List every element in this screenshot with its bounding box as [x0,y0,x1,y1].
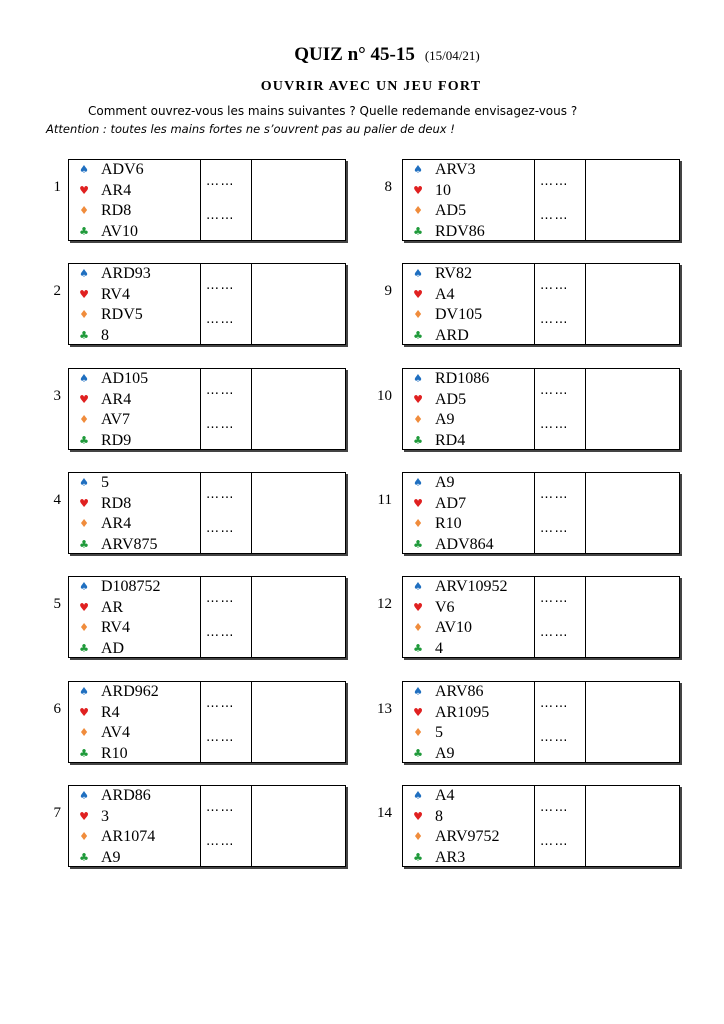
suit-row [408,305,482,325]
answer-cell[interactable] [252,473,345,553]
heart-icon: ♥ [79,392,89,406]
hand-number: 6 [53,701,61,717]
spade-icon: ♠ [79,163,89,176]
suit-cards: 3 [101,807,109,825]
hand-number: 10 [377,388,392,404]
hand-box [402,785,680,867]
hand-box [402,472,680,554]
spade-icon: ♠ [413,685,423,698]
suit-row [74,431,131,451]
diamond-icon: ♦ [413,308,423,321]
suit-row [74,181,131,201]
suit-cards: AD5 [435,202,467,219]
club-icon: ♣ [413,850,423,864]
hand-number: 11 [377,492,392,508]
suit-cards: RD1086 [435,370,490,387]
diamond-icon: ♦ [79,830,89,843]
rebid-answer-blank[interactable]: …… [206,417,235,432]
suit-cards: A9 [435,411,455,428]
suit-row [408,723,443,743]
suit-cards: RDV86 [435,222,485,240]
spade-icon: ♠ [79,267,89,280]
suit-row [408,160,476,180]
answer-cell[interactable] [586,369,679,449]
suit-cards: R4 [101,703,120,721]
suit-cards: 8 [101,326,109,344]
spade-icon: ♠ [79,476,89,489]
heart-icon: ♥ [79,287,89,301]
hand-box [402,368,680,450]
heart-icon: ♥ [413,287,423,301]
club-icon: ♣ [79,746,89,760]
heart-icon: ♥ [413,809,423,823]
heart-icon: ♥ [413,392,423,406]
suit-row [74,410,130,430]
suit-row [408,473,455,493]
hand-number: 8 [384,179,392,195]
suit-cards: RD8 [101,202,132,219]
diamond-icon: ♦ [413,621,423,634]
rebid-answer-blank[interactable]: …… [540,521,569,536]
column-divider [200,369,201,449]
heart-icon: ♥ [79,496,89,510]
answer-cell[interactable] [586,473,679,553]
hand-box [68,159,346,241]
club-icon: ♣ [79,224,89,238]
answer-cell[interactable] [252,682,345,762]
suit-row [408,369,489,389]
spade-icon: ♠ [413,267,423,280]
suit-row [74,639,124,659]
spade-icon: ♠ [79,789,89,802]
suit-row [74,264,151,284]
suit-cards: ARV9752 [435,828,500,845]
suit-cards: A9 [435,474,455,491]
spade-icon: ♠ [413,163,423,176]
opening-answer-blank[interactable]: …… [540,383,569,398]
opening-answer-blank[interactable]: …… [540,800,569,815]
suit-row [408,682,484,702]
diamond-icon: ♦ [79,621,89,634]
hand-box [68,576,346,658]
suit-row [408,201,466,221]
suit-row [74,682,159,702]
answer-cell[interactable] [252,786,345,866]
suit-cards: AV7 [101,411,131,428]
rebid-answer-blank[interactable]: …… [206,312,235,327]
suit-cards: 4 [435,639,443,657]
suit-row [408,222,485,242]
answer-cell[interactable] [252,577,345,657]
opening-answer-blank[interactable]: …… [540,696,569,711]
diamond-icon: ♦ [79,517,89,530]
suit-row [74,598,123,618]
suit-cards: 10 [435,181,451,199]
hand-box [68,368,346,450]
suit-cards: AD [101,639,125,657]
opening-answer-blank[interactable]: …… [540,487,569,502]
heart-icon: ♥ [413,600,423,614]
suit-row [408,703,489,723]
suit-cards: V6 [435,598,455,616]
heart-icon: ♥ [413,183,423,197]
hand-box [68,472,346,554]
hand-number: 5 [53,596,61,612]
suit-row [74,369,148,389]
suit-cards: ADV864 [435,535,494,553]
column-divider [534,786,535,866]
suit-row [74,827,155,847]
rebid-answer-blank[interactable]: …… [540,834,569,849]
suit-row [74,703,120,723]
suit-cards: ARD962 [101,683,159,700]
diamond-icon: ♦ [413,830,423,843]
suit-row [408,431,465,451]
suit-cards: ARV875 [101,535,158,553]
quiz-title-line [0,44,724,66]
column-divider [200,473,201,553]
suit-cards: RD9 [101,431,132,449]
suit-row [74,201,131,221]
suit-row [408,848,465,868]
diamond-icon: ♦ [413,413,423,426]
opening-answer-blank[interactable]: …… [206,383,235,398]
suit-row [74,577,161,597]
heart-icon: ♥ [79,600,89,614]
column-divider [200,682,201,762]
answer-cell[interactable] [586,160,679,240]
suit-row [74,618,130,638]
hand-number: 1 [53,179,61,195]
club-icon: ♣ [413,328,423,342]
suit-cards: ADV6 [101,161,144,178]
suit-row [408,326,469,346]
column-divider [200,264,201,344]
suit-row [408,514,462,534]
club-icon: ♣ [79,850,89,864]
spade-icon: ♠ [79,372,89,385]
club-icon: ♣ [413,433,423,447]
suit-row [74,744,128,764]
diamond-icon: ♦ [413,726,423,739]
hand-number: 4 [53,492,61,508]
suit-row [74,786,151,806]
suit-row [74,305,143,325]
suit-cards: ARD86 [101,787,151,804]
opening-answer-blank[interactable]: …… [540,174,569,189]
hand-box [68,785,346,867]
column-divider [200,786,201,866]
column-divider [534,369,535,449]
suit-cards: AR4 [101,181,132,199]
diamond-icon: ♦ [413,204,423,217]
suit-row [408,827,500,847]
suit-cards: ARD [435,326,469,344]
rebid-answer-blank[interactable]: …… [206,521,235,536]
suit-row [408,535,494,555]
hand-box [68,681,346,763]
suit-cards: A4 [435,285,455,303]
rebid-answer-blank[interactable]: …… [540,208,569,223]
suit-row [408,744,455,764]
suit-row [408,285,455,305]
suit-cards: ARV10952 [435,578,508,595]
suit-cards: A9 [101,848,121,866]
diamond-icon: ♦ [79,204,89,217]
suit-cards: DV105 [435,306,483,323]
opening-answer-blank[interactable]: …… [540,278,569,293]
rebid-answer-blank[interactable]: …… [540,312,569,327]
suit-cards: ARV3 [435,161,476,178]
spade-icon: ♠ [413,580,423,593]
quiz-subtitle-text: OUVRIR AVEC UN JEU FORT [260,79,482,94]
suit-row [408,494,466,514]
suit-cards: RV4 [101,619,130,636]
answer-cell[interactable] [586,577,679,657]
hand-number: 2 [53,283,61,299]
column-divider [200,577,201,657]
hand-box [68,263,346,345]
suit-row [74,285,130,305]
suit-row [408,577,508,597]
suit-row [408,639,443,659]
opening-answer-blank[interactable]: …… [206,696,235,711]
hand-number: 14 [377,805,392,821]
hand-box [402,263,680,345]
rebid-answer-blank[interactable]: …… [540,625,569,640]
suit-row [74,807,109,827]
suit-cards: ARD93 [101,265,151,282]
column-divider [534,577,535,657]
suit-row [74,494,131,514]
column-divider [534,160,535,240]
quiz-subtitle [0,79,724,95]
suit-row [408,181,451,201]
diamond-icon: ♦ [413,517,423,530]
column-divider [534,682,535,762]
suit-cards: RV82 [435,265,472,282]
suit-cards: AR1074 [101,828,156,845]
spade-icon: ♠ [413,476,423,489]
suit-cards: A4 [435,787,455,804]
suit-cards: R10 [435,515,462,532]
suit-cards: AR3 [435,848,466,866]
suit-cards: RD8 [101,494,132,512]
suit-cards: AD105 [101,370,149,387]
suit-cards: AR4 [101,390,132,408]
attention-note: Attention : toutes les mains fortes ne s’ouvrent pas au palier de deux ! [46,122,455,136]
spade-icon: ♠ [79,580,89,593]
opening-answer-blank[interactable]: …… [206,487,235,502]
hand-box [402,681,680,763]
diamond-icon: ♦ [79,726,89,739]
suit-cards: ARV86 [435,683,484,700]
rebid-answer-blank[interactable]: …… [206,625,235,640]
suit-cards: 8 [435,807,443,825]
suit-row [74,390,131,410]
suit-cards: AD7 [435,494,467,512]
spade-icon: ♠ [413,789,423,802]
suit-cards: A9 [435,744,455,762]
club-icon: ♣ [79,328,89,342]
suit-row [408,807,443,827]
hand-number: 13 [377,701,392,717]
hand-number: 12 [377,596,392,612]
club-icon: ♣ [413,641,423,655]
heart-icon: ♥ [413,496,423,510]
diamond-icon: ♦ [79,413,89,426]
hand-box [402,576,680,658]
suit-row [74,848,121,868]
suit-cards: AD5 [435,390,467,408]
suit-cards: RDV5 [101,306,143,323]
hand-number: 9 [384,283,392,299]
answer-cell[interactable] [252,264,345,344]
spade-icon: ♠ [413,372,423,385]
suit-row [408,264,472,284]
rebid-answer-blank[interactable]: …… [206,834,235,849]
suit-cards: AR [101,598,124,616]
column-divider [534,473,535,553]
opening-answer-blank[interactable]: …… [206,174,235,189]
suit-cards: D108752 [101,578,161,595]
suit-row [74,514,131,534]
suit-row [74,222,138,242]
suit-cards: AR1095 [435,703,490,721]
suit-row [74,160,144,180]
heart-icon: ♥ [79,183,89,197]
suit-row [408,598,455,618]
suit-cards: AV10 [101,222,139,240]
suit-cards: AV10 [435,619,473,636]
opening-answer-blank[interactable]: …… [206,591,235,606]
quiz-date: (15/04/21) [424,48,480,63]
club-icon: ♣ [413,537,423,551]
suit-row [408,410,455,430]
suit-cards: 5 [435,724,443,741]
suit-row [74,723,130,743]
club-icon: ♣ [79,537,89,551]
suit-row [74,535,158,555]
suit-row [74,326,109,346]
answer-cell[interactable] [586,682,679,762]
hand-number: 7 [53,805,61,821]
column-divider [534,264,535,344]
answer-cell[interactable] [586,264,679,344]
suit-row [408,390,466,410]
instructions: Comment ouvrez-vous les mains suivantes ? Quelle redemande envisagez-vous ? [88,104,578,118]
column-divider [200,160,201,240]
suit-row [408,618,472,638]
opening-answer-blank[interactable]: …… [206,800,235,815]
rebid-answer-blank[interactable]: …… [540,417,569,432]
diamond-icon: ♦ [79,308,89,321]
heart-icon: ♥ [79,809,89,823]
answer-cell[interactable] [586,786,679,866]
club-icon: ♣ [79,433,89,447]
quiz-title: QUIZ n° 45-15 [294,44,415,65]
opening-answer-blank[interactable]: …… [540,591,569,606]
rebid-answer-blank[interactable]: …… [540,730,569,745]
rebid-answer-blank[interactable]: …… [206,730,235,745]
club-icon: ♣ [79,641,89,655]
suit-cards: RD4 [435,431,466,449]
club-icon: ♣ [413,746,423,760]
hand-number: 3 [53,388,61,404]
spade-icon: ♠ [79,685,89,698]
suit-cards: 5 [101,474,109,491]
suit-cards: AR4 [101,515,132,532]
club-icon: ♣ [413,224,423,238]
answer-cell[interactable] [252,160,345,240]
heart-icon: ♥ [413,705,423,719]
suit-row [74,473,109,493]
suit-cards: R10 [101,744,128,762]
suit-cards: AV4 [101,724,131,741]
hand-box [402,159,680,241]
heart-icon: ♥ [79,705,89,719]
suit-row [408,786,455,806]
opening-answer-blank[interactable]: …… [206,278,235,293]
suit-cards: RV4 [101,285,130,303]
rebid-answer-blank[interactable]: …… [206,208,235,223]
answer-cell[interactable] [252,369,345,449]
